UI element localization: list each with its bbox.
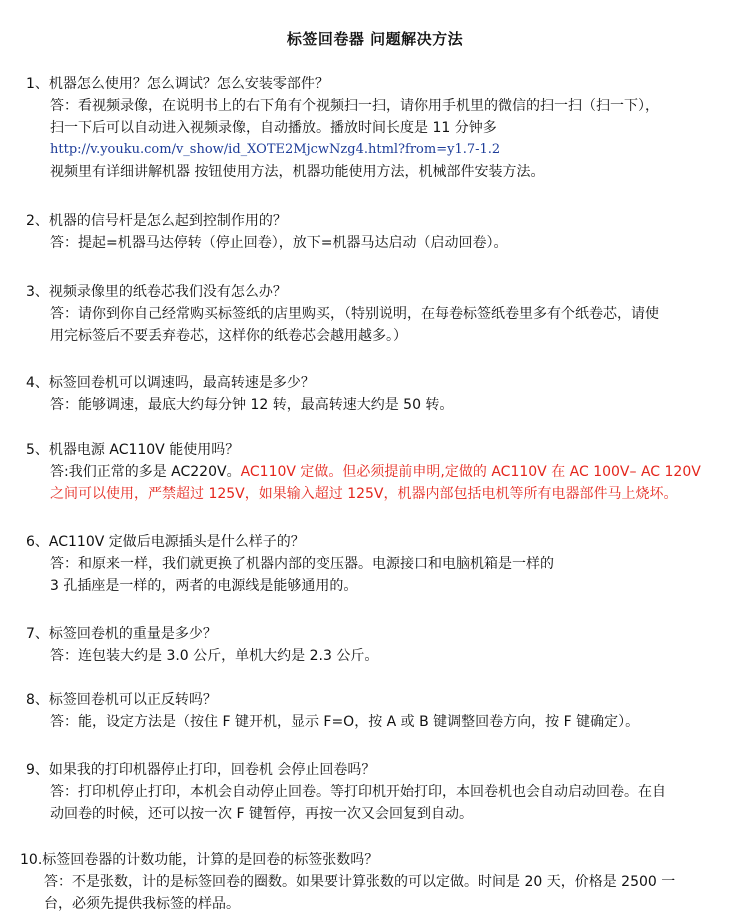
answer-line: 动回卷的时候，还可以按一次 F 键暂停，再按一次又会回复到自动。	[50, 806, 473, 822]
answer-line: 答：提起=机器马达停转（停止回卷），放下=机器马达启动（启动回卷）。	[50, 235, 508, 251]
question: 2、机器的信号杆是怎么起到控制作用的？	[26, 213, 287, 229]
answer-text: 答:我们正常的多是 AC220V。	[50, 464, 241, 480]
faq-item-5	[26, 440, 726, 505]
answer-line: 答：打印机停止打印，本机会自动停止回卷。等打印机开始打印，本回卷机也会自动启动回卷。在自	[50, 784, 666, 800]
answer-line: 答：连包装大约是 3.0 公斤，单机大约是 2.3 公斤。	[50, 648, 379, 664]
question: 6、AC110V 定做后电源插头是什么样子的？	[26, 534, 305, 550]
answer-line: 视频里有详细讲解机器 按钮使用方法，机器功能使用方法，机械部件安装方法。	[50, 164, 545, 180]
faq-item-4	[26, 373, 726, 416]
question: 3、视频录像里的纸卷芯我们没有怎么办？	[26, 284, 287, 300]
faq-item-3	[26, 282, 726, 347]
faq-item-7	[26, 624, 726, 667]
faq-item-8	[26, 690, 726, 733]
answer-line: 答：能够调速，最底大约每分钟 12 转，最高转速大约是 50 转。	[50, 397, 454, 413]
answer-line: 答：看视频录像，在说明书上的右下角有个视频扫一扫，请你用手机里的微信的扫一扫（扫一下），	[50, 98, 659, 114]
answer-line: 答：能，设定方法是（按住 F 键开机，显示 F=O，按 A 或 B 键调整回卷方向，按 F 键确定）。	[50, 714, 640, 730]
answer-line: 台，必须先提供我标签的样品。	[44, 896, 240, 912]
faq-item-6	[26, 532, 726, 597]
answer-line: 3 孔插座是一样的，两者的电源线是能够通用的。	[50, 578, 358, 594]
question: 7、标签回卷机的重量是多少？	[26, 626, 217, 642]
faq-item-10	[20, 850, 720, 915]
video-link[interactable]: http://v.youku.com/v_show/id_XOTE2MjcwNzg4.html?from=y1.7-1.2	[50, 142, 501, 157]
answer-line: 用完标签后不要丢弃卷芯，这样你的纸卷芯会越用越多。）	[50, 328, 407, 344]
question: 8、标签回卷机可以正反转吗？	[26, 692, 217, 708]
faq-item-2	[26, 211, 726, 254]
question: 4、标签回卷机可以调速吗，最高转速是多少？	[26, 375, 315, 391]
warning-text: AC110V 定做。但必须提前申明,定做的 AC110V 在 AC 100V– AC 120V	[240, 464, 701, 480]
answer-line: 答：请你到你自己经常购买标签纸的店里购买，（特别说明，在每卷标签纸卷里多有个纸卷芯，请使	[50, 306, 659, 322]
question: 5、机器电源 AC110V 能使用吗？	[26, 442, 240, 458]
faq-item-9	[26, 760, 726, 825]
answer-line: 答：和原来一样，我们就更换了机器内部的变压器。电源接口和电脑机箱是一样的	[50, 556, 554, 572]
faq-item-1	[26, 74, 726, 183]
question: 9、如果我的打印机器停止打印，回卷机 会停止回卷吗？	[26, 762, 376, 778]
question: 10.标签回卷器的计数功能，计算的是回卷的标签张数吗？	[20, 852, 379, 868]
answer-line: 扫一下后可以自动进入视频录像，自动播放。播放时间长度是 11 分钟多	[50, 120, 497, 136]
question: 1、机器怎么使用？怎么调试？怎么安装零部件？	[26, 76, 329, 92]
page-title: 标签回卷器 问题解决方法	[286, 30, 464, 48]
warning-text: 之间可以使用，严禁超过 125V，如果输入超过 125V，机器内部包括电机等所有电器部件马上烧坏。	[50, 486, 678, 502]
answer-line: 答：不是张数，计的是标签回卷的圈数。如果要计算张数的可以定做。时间是 20 天，价格是 2500 一	[44, 874, 676, 890]
